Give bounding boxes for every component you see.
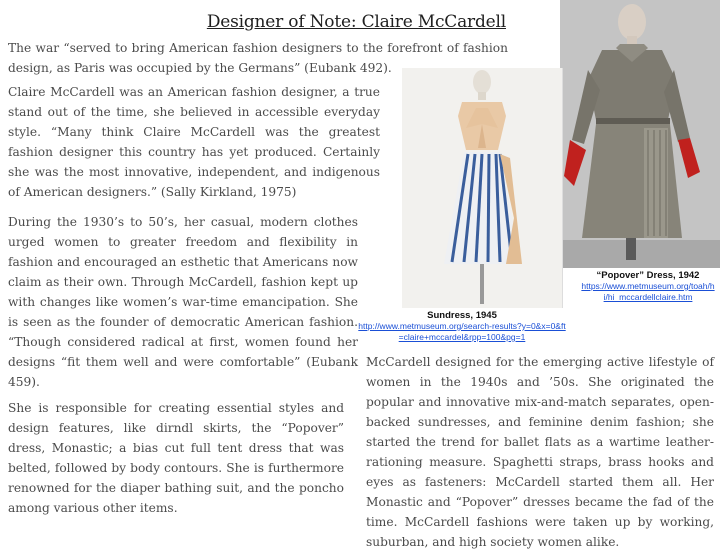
popover-caption [580,270,716,303]
popover-source-link[interactable]: https://www.metmuseum.org/toah/hi/hi_mccardellclaire.htm [581,281,715,302]
mccardell-bio-paragraph: Claire McCardell was an American fashion designer, a true stand out of the time, she believed in accessible everyday style. “Many think Claire McCardell was the greatest fashion designer this country has yet produced. Certainly she was the most innovative, independent, and indigenous of American designers.” (Sally Kirkland, 1975) [8,85,380,199]
sundress-source-link[interactable]: http://www.metmuseum.org/search-results?y=0&x=0&ft=claire+mccardel&rpp=100&pg=1 [358,321,566,342]
intro-paragraph: The war “served to bring American fashion designers to the forefront of fashion design, as Paris was occupied by the Germans” (Eubank 492). [8,41,508,75]
popover-dress-illustration [560,0,720,268]
popover-dress-photo [560,0,720,268]
design-features-paragraph: She is responsible for creating essential styles and design features, like dirndl skirts, the “Popover” dress, Monastic; a bias cut full tent dress that was belted, followed by body contours. She is furthermore renowned for the diaper bathing suit, and the poncho among various other items. [8,401,344,515]
sundress-caption-title: Sundress, 1945 [427,310,497,321]
popover-caption-title: “Popover” Dress, 1942 [596,270,700,281]
active-lifestyle-paragraph: McCardell designed for the emerging active lifestyle of women in the 1940s and ’50s. She originated the popular and innovative mix-and-match separates, open-backed sundresses, and feminine denim fashion; she started the trend for ballet flats as a wartime leather-rationing measure. Spaghetti straps, brass hooks and eyes as fasteners: McCardell started them all. Her Monastic and “Popover” dresses became the fad of the time. McCardell fashions were taken up by working, suburban, and high society women alike. [366,355,714,549]
sundress-photo [402,68,563,308]
sundress-caption [356,310,568,343]
sundress-illustration [402,68,562,308]
page-title: Designer of Note: Claire McCardell [206,12,506,32]
freedom-paragraph: During the 1930’s to 50’s, her casual, modern clothes urged women to greater freedom and flexibility in fashion and encouraged an esthetic that Americans now claim as their own. Through McCardell, fashion kept up with changes like women’s war-time emancipation. She is seen as the founder of democratic American fashion. “Though considered radical at first, women found her designs “fit them well and were comfortable” (Eubank 459). [8,215,358,389]
